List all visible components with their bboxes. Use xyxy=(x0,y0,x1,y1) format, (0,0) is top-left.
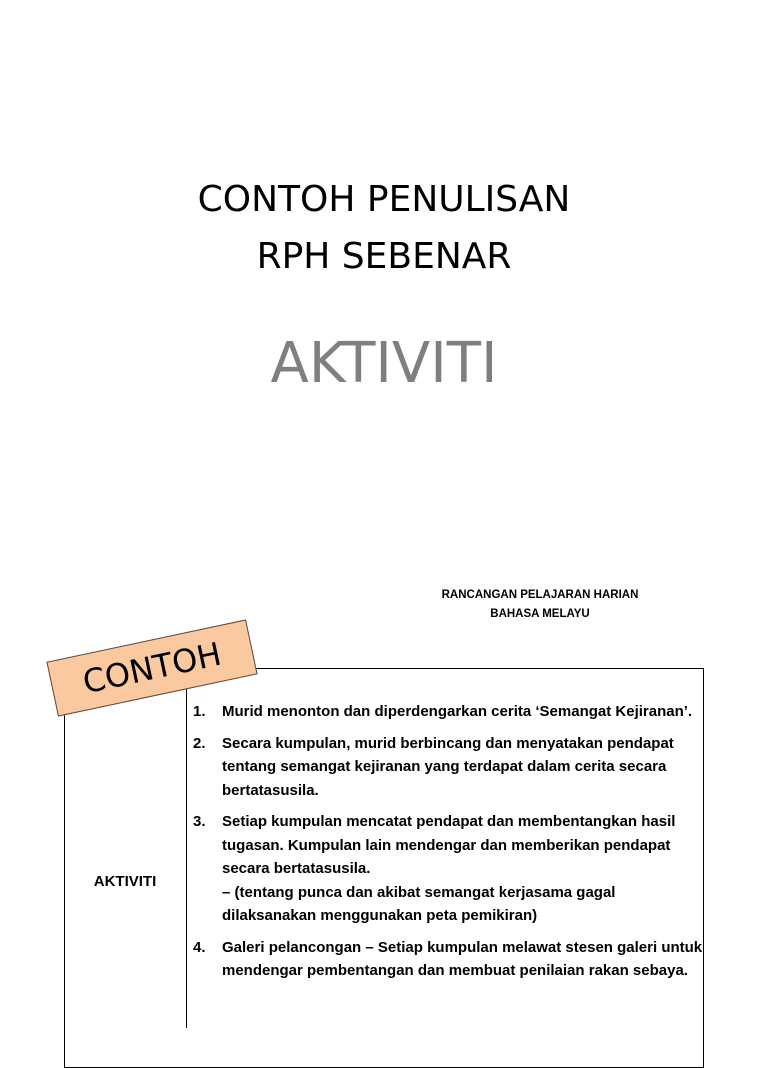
list-item-text: Galeri pelancongan – Setiap kumpulan melawat stesen galeri untuk mendengar pembentangan dan membuat penilaian rakan sebaya. xyxy=(222,938,703,979)
list-item-text: Setiap kumpulan mencatat pendapat dan membentangkan hasil tugasan. Kumpulan lain mendengar dan memberikan pendapat secara bertatasusila. xyxy=(222,813,676,877)
list-item-text: Secara kumpulan, murid berbincang dan menyatakan pendapat tentang semangat kejiranan yang terdapat dalam cerita secara bertatasusila. xyxy=(222,734,674,799)
list-item xyxy=(193,810,703,928)
contoh-stamp-label: CONTOH xyxy=(46,619,257,716)
list-item-number: 3. xyxy=(193,813,206,830)
rph-header-title: RANCANGAN PELAJARAN HARIAN xyxy=(441,589,639,601)
activity-list xyxy=(193,700,703,991)
list-item xyxy=(193,700,703,724)
list-item-number: 1. xyxy=(193,703,206,720)
activity-row-label: AKTIVITI xyxy=(93,873,157,890)
list-item-text: Murid menonton dan diperdengarkan cerita ‘Semangat Kejiranan’. xyxy=(222,703,693,720)
page-title-line-2: RPH SEBENAR xyxy=(256,236,512,277)
list-item-number: 4. xyxy=(193,938,206,956)
page-title-line-1: CONTOH PENULISAN xyxy=(197,179,571,220)
list-item-note: – (tentang punca dan akibat semangat kerjasama gagal dilaksanakan menggunakan peta pemikiran) xyxy=(222,883,616,924)
table-column-divider xyxy=(186,668,187,1028)
list-item xyxy=(193,732,703,803)
page-subtitle: AKTIVITI xyxy=(270,331,498,396)
list-item xyxy=(193,936,703,983)
rph-header-subject: BAHASA MELAYU xyxy=(490,608,590,620)
list-item-number: 2. xyxy=(193,734,206,752)
